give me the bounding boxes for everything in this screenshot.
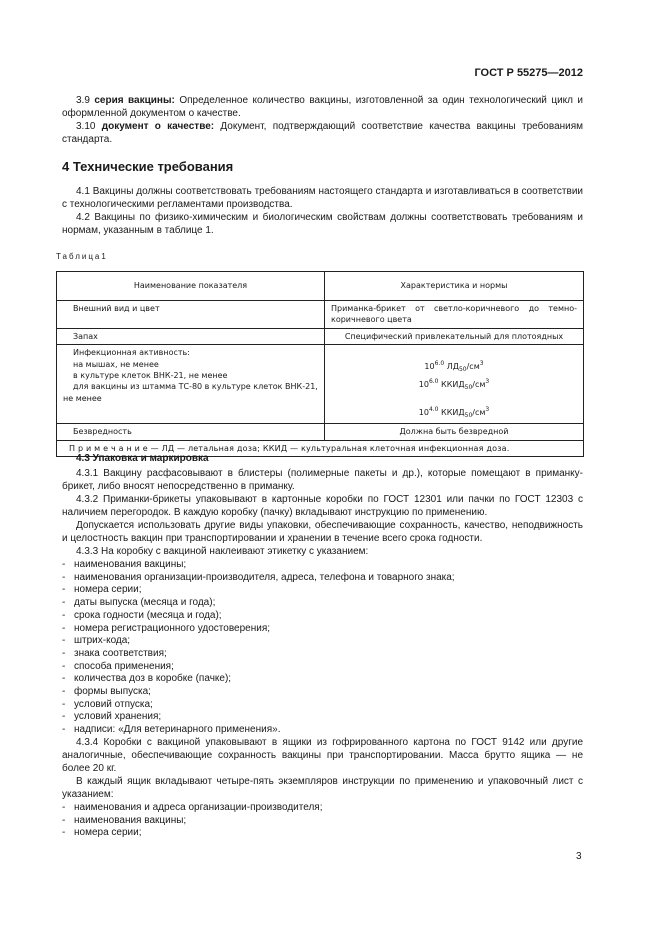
paragraph-3-10: [62, 121, 583, 147]
table-row: [57, 301, 584, 329]
list-item: - надписи: «Для ветеринарного применения».: [62, 724, 455, 737]
list-item: - условий хранения;: [62, 711, 455, 724]
row-name: Безвредность: [57, 424, 325, 440]
table-row: [57, 424, 584, 440]
term: документ о качестве:: [101, 121, 215, 132]
list-item: - способа применения;: [62, 661, 455, 674]
definition: Документ, подтверждающий соответствие качества вакцины требованиям стандарта.: [62, 121, 584, 145]
table-note: П р и м е ч а н и е — ЛД — летальная доза; ККИД — культуральная клеточная инфекционная доза.: [57, 440, 584, 456]
definition: Определенное количество вакцины, изготовленной за один технологический цикл и оформленной документом о качестве.: [62, 95, 584, 119]
row-name: Запах: [57, 328, 325, 344]
clause-number: 3.10: [76, 121, 96, 132]
value-mice: $10^{6.0}$ $ЛД_{50}/см^3$: [424, 360, 484, 374]
list-item: - даты выпуска (месяца и года);: [62, 597, 455, 610]
page-number: 3: [576, 851, 582, 862]
row-value: [325, 345, 584, 424]
value-bhk21: $10^{6.0}$ $ККИД_{50}/см^3$: [418, 377, 490, 391]
list-item: - штрих-кода;: [62, 635, 455, 648]
subsection-heading: 4.3 Упаковка и маркировка: [76, 453, 209, 464]
list-item: - наименования вакцины;: [62, 815, 322, 828]
paragraph-4-1: 4.1 Вакцины должны соответствовать требованиям настоящего стандарта и изготавливаться в соответствии с технологическими регламентами производства.: [62, 186, 583, 210]
paragraph-4-3-2: 4.3.2 Приманки-брикеты упаковывают в картонные коробки по ГОСТ 12301 или пачки по ГОСТ 12303 с наличием перегородок. В каждую коробку (пачку) вкладывают инструкцию по применению.: [62, 494, 583, 518]
paragraph-4-3-3: 4.3.3 На коробку с вакциной наклеивают этикетку с указанием:: [76, 546, 369, 557]
row-name: Инфекционная активность: на мышах, не менее в культуре клеток ВНК-21, не менее для вакцины из штамма ТС-80 в культуре клеток ВНК-21, не менее: [57, 345, 325, 424]
row-value: Должна быть безвредной: [325, 424, 584, 440]
list-item: - наименования организации-производителя, адреса, телефона и товарного знака;: [62, 572, 455, 585]
paragraph-4-2: 4.2 Вакцины по физико-химическим и биологическим свойствам должны соответствовать требованиям и нормам, указанным в таблице 1.: [62, 212, 583, 236]
table-caption: Таблица1: [56, 252, 108, 261]
paragraph-3-9: [62, 95, 583, 121]
packing-list-items: [62, 802, 322, 840]
list-item: - количества доз в коробке (пачке);: [62, 673, 455, 686]
paragraph-4-3-4: 4.3.4 Коробки с вакциной упаковывают в ящики из гофрированного картона по ГОСТ 9142 или другие аналогичные, обеспечивающие сохранность вакцины при транспортировании. Масса брутто ящика — не более 20 кг.: [62, 737, 583, 774]
table-header-row: [57, 272, 584, 301]
list-item: - номера серии;: [62, 827, 322, 840]
requirements-table: [56, 271, 584, 457]
document-number: ГОСТ Р 55275—2012: [474, 67, 583, 79]
col-header-name: Наименование показателя: [57, 272, 325, 301]
list-item: - срока годности (месяца и года);: [62, 610, 455, 623]
list-item: - номера серии;: [62, 584, 455, 597]
list-item: - наименования и адреса организации-производителя;: [62, 802, 322, 815]
paragraph-4-3-4-b: В каждый ящик вкладывают четыре-пять экземпляров инструкции по применению и упаковочный лист с указанием:: [62, 776, 583, 800]
section-heading: 4 Технические требования: [62, 159, 234, 174]
row-name: Внешний вид и цвет: [57, 301, 325, 329]
row-value: Приманка-брикет от светло-коричневого до темно-коричневого цвета: [325, 301, 584, 329]
list-item: - наименования вакцины;: [62, 559, 455, 572]
list-item: - знака соответствия;: [62, 648, 455, 661]
value-tc80: $10^{4.0}$ $ККИД_{50}/см^3$: [418, 406, 490, 420]
row-value: Специфический привлекательный для плотоядных: [325, 328, 584, 344]
term: серия вакцины:: [94, 95, 175, 106]
table-row: [57, 345, 584, 424]
paragraph-4-3-2-b: Допускается использовать другие виды упаковки, обеспечивающие сохранность, качество, неподвижность и целостность вакцин при транспортировании и хранении в течение всего срока годности.: [62, 520, 583, 544]
table-row: [57, 328, 584, 344]
label-requirements-list: [62, 559, 455, 737]
paragraph-4-3-1: 4.3.1 Вакцину расфасовывают в блистеры (полимерные пакеты и др.), которые помещают в приманку-брикет, либо вносят непосредственно в приманку.: [62, 468, 583, 492]
list-item: - номера регистрационного удостоверения;: [62, 623, 455, 636]
list-item: - условий отпуска;: [62, 699, 455, 712]
clause-number: 3.9: [76, 95, 90, 106]
list-item: - формы выпуска;: [62, 686, 455, 699]
col-header-value: Характеристика и нормы: [325, 272, 584, 301]
